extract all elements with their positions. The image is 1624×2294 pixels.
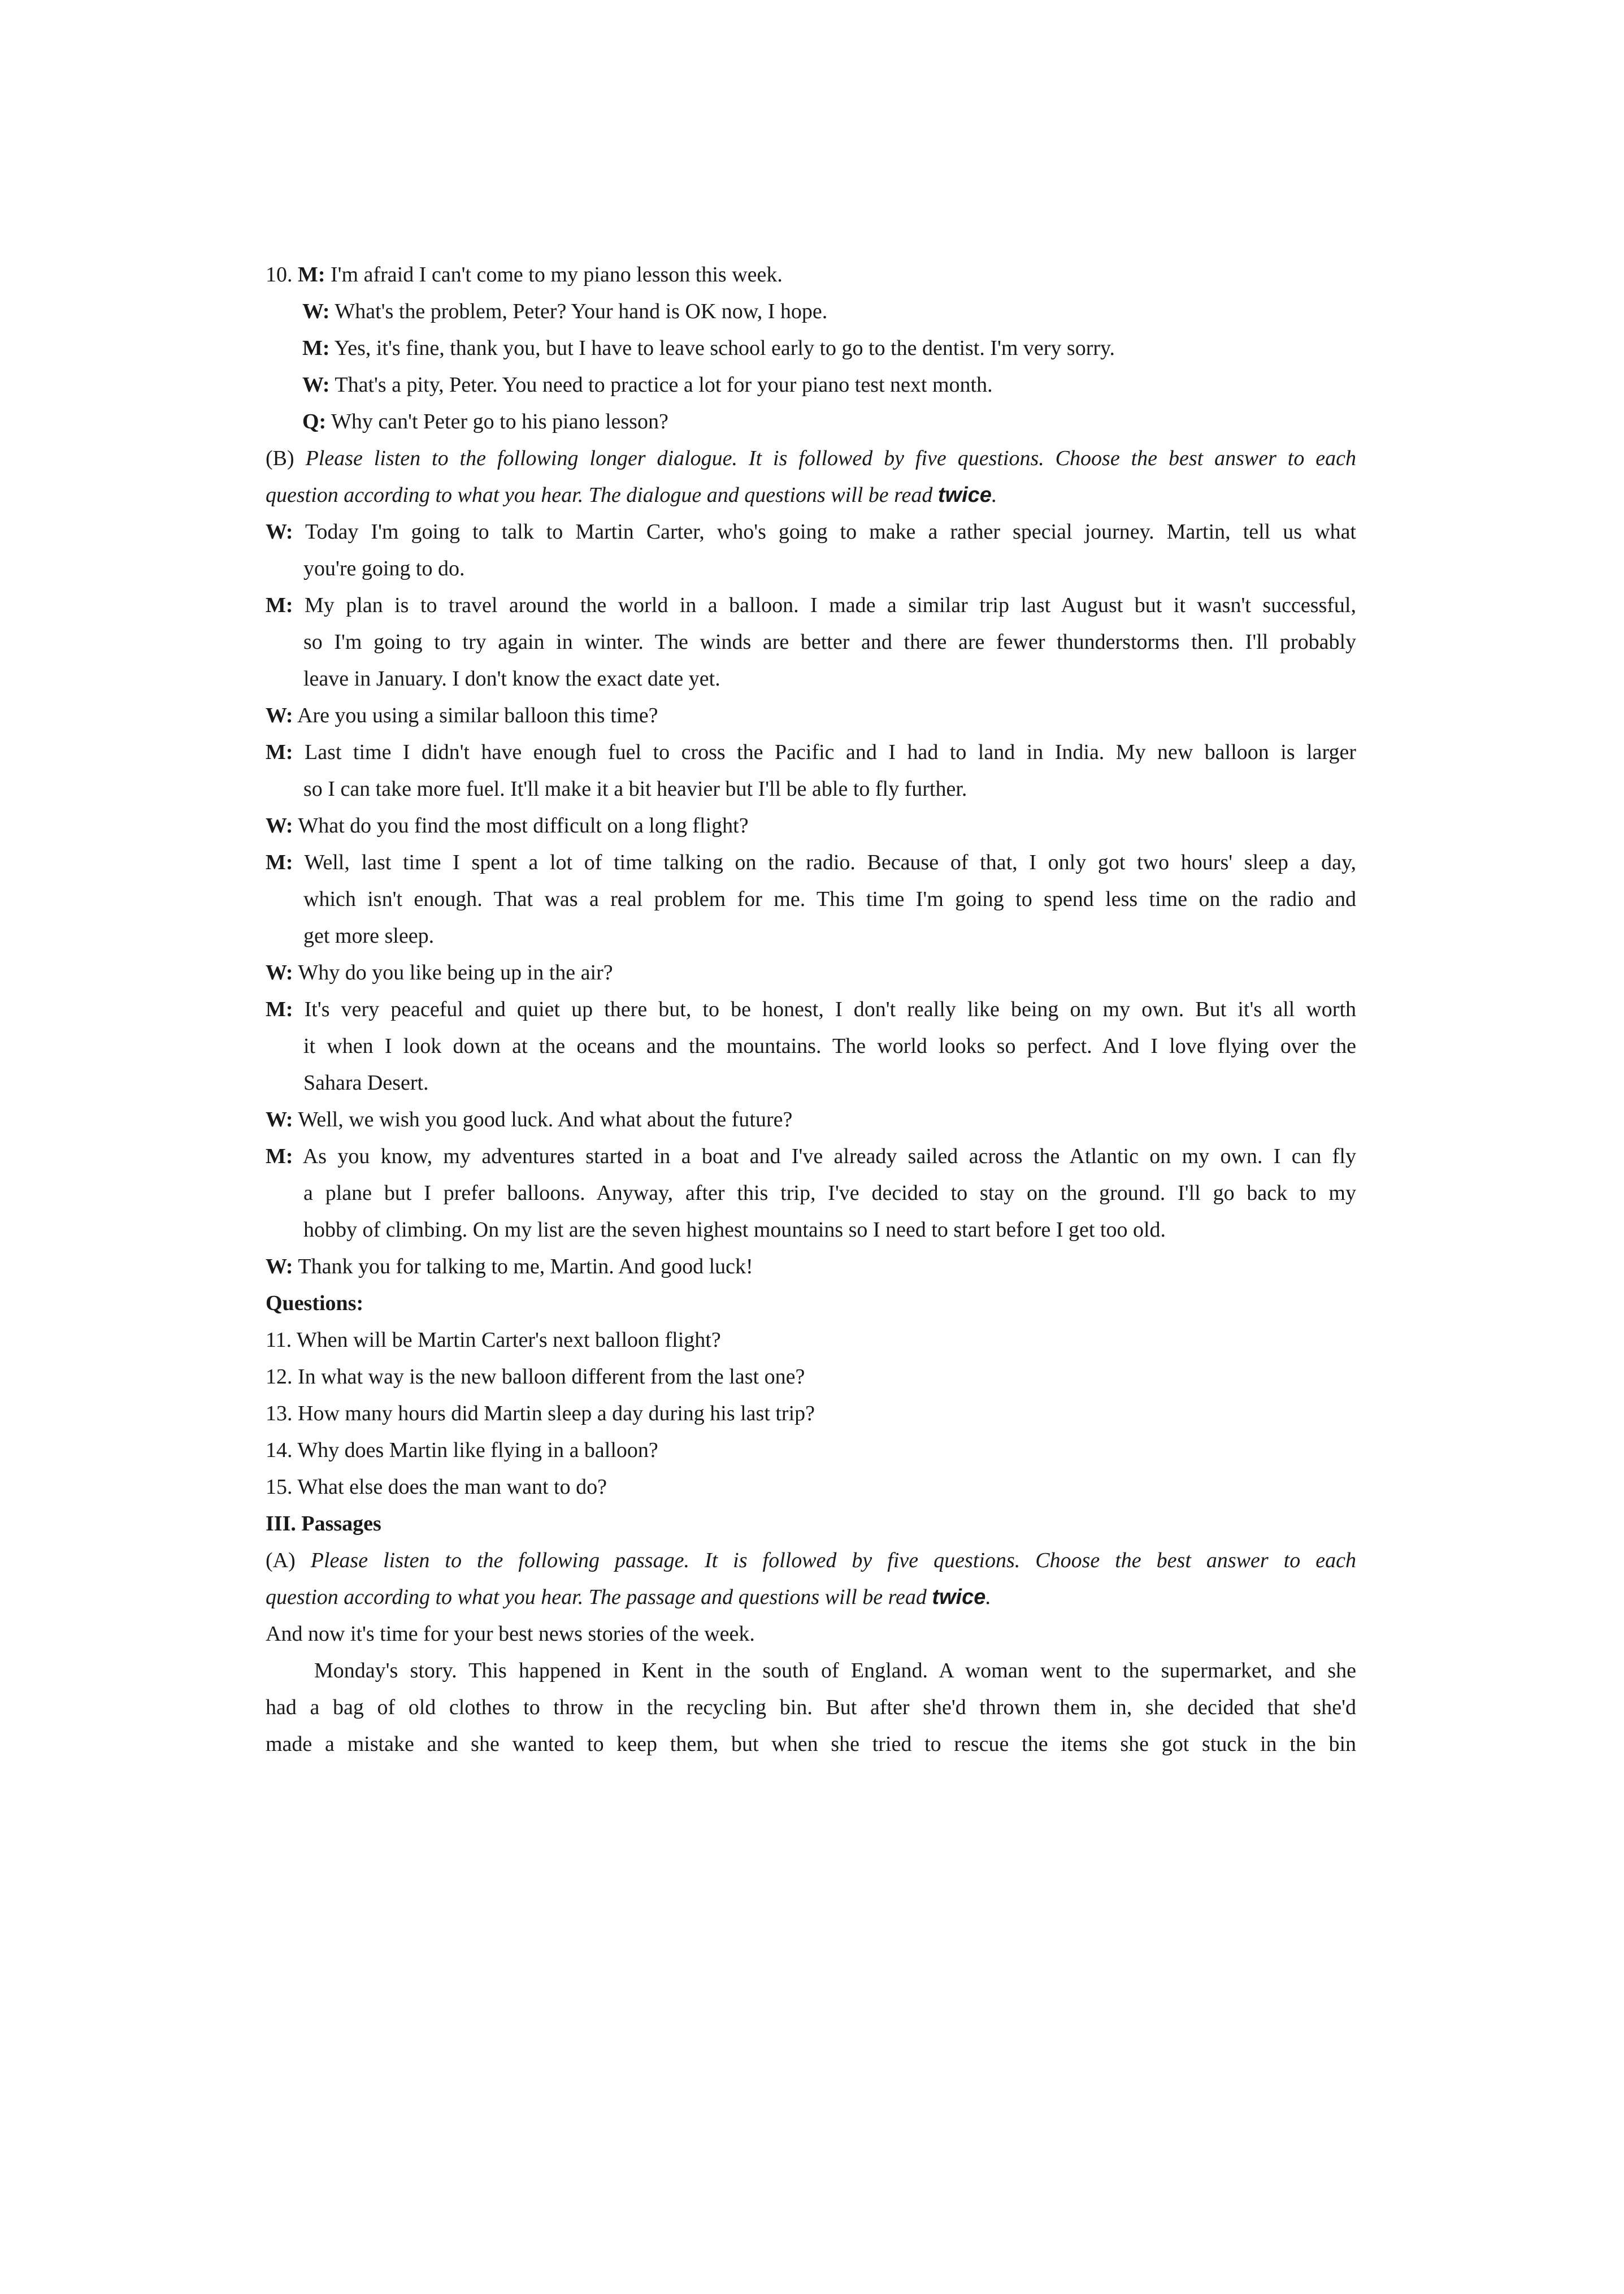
section-label: (B) (266, 446, 294, 470)
dialogue-line (266, 959, 1356, 986)
dialogue-line (266, 518, 1356, 545)
dialogue-line (303, 1033, 1356, 1060)
dialogue-line (266, 1143, 1356, 1170)
speaker-label: M: (266, 740, 293, 764)
dialogue-text: you're going to do. (303, 557, 465, 580)
section-b-instruction-line-1 (266, 445, 1356, 472)
dialogue-line (303, 1216, 1394, 1243)
dialogue-line (266, 1253, 1356, 1280)
speaker-label: W: (302, 300, 330, 323)
dialogue-text: My plan is to travel around the world in a balloon. I made a similar trip last August but it wasn't successful, (304, 593, 1356, 617)
instruction-period: . (991, 483, 997, 507)
dialogue-text: Today I'm going to talk to Martin Carter, who's going to make a rather special journey. Martin, tell us what (305, 520, 1356, 544)
passage-line: made a mistake and she wanted to keep them, but when she tried to rescue the items she got stuck in the bin (266, 1732, 1356, 1756)
instruction-emphasis: twice (932, 1585, 986, 1609)
question-item: 12. In what way is the new balloon different from the last one? (266, 1365, 805, 1389)
dialogue-line (303, 886, 1356, 913)
speaker-label: W: (266, 814, 293, 838)
section-b-instruction-line-2 (266, 482, 1356, 509)
question-item: 15. What else does the man want to do? (266, 1475, 607, 1499)
dialogue-text: Last time I didn't have enough fuel to cross the Pacific and I had to land in India. My new balloon is larger (305, 740, 1356, 764)
speaker-label: W: (266, 520, 293, 544)
speaker-label: W: (266, 961, 293, 985)
dialogue-line (303, 665, 1394, 692)
section-label: (A) (266, 1549, 296, 1572)
dialogue-line (266, 812, 1356, 839)
dialogue-line (266, 739, 1356, 766)
dialogue-text: leave in January. I don't know the exact date yet. (303, 667, 720, 691)
dialogue-text: get more sleep. (303, 924, 435, 948)
dialogue-line (303, 628, 1356, 656)
question-item: 13. How many hours did Martin sleep a day during his last trip? (266, 1402, 815, 1425)
dialogue-10-line-5 (302, 408, 1393, 435)
speaker-label: Q: (302, 410, 327, 433)
dialogue-line (266, 849, 1356, 876)
dialogue-text: so I'm going to try again in winter. The winds are better and there are fewer thunderstorms then. I'll probably (303, 630, 1356, 654)
dialogue-text: That's a pity, Peter. You need to practice a lot for your piano test next month. (335, 373, 993, 397)
dialogue-text: It's very peaceful and quiet up there but, to be honest, I don't really like being on my own. But it's all worth (304, 998, 1356, 1021)
dialogue-text: hobby of climbing. On my list are the seven highest mountains so I need to start before I get too old. (303, 1218, 1166, 1242)
dialogue-text: Yes, it's fine, thank you, but I have to leave school early to go to the dentist. I'm very sorry. (334, 336, 1115, 360)
instruction-period: . (985, 1585, 991, 1609)
dialogue-line (266, 996, 1356, 1023)
dialogue-text: Why can't Peter go to his piano lesson? (331, 410, 668, 433)
dialogue-10-line-4 (302, 371, 1393, 398)
passage-intro: And now it's time for your best news stories of the week. (266, 1622, 755, 1646)
speaker-label: W: (302, 373, 330, 397)
dialogue-line (266, 1106, 1356, 1133)
instruction-text: Please listen to the following longer dialogue. It is followed by five questions. Choose the best answer to each (305, 446, 1357, 470)
instruction-text: question according to what you hear. The dialogue and questions will be read (266, 483, 933, 507)
dialogue-text: Well, we wish you good luck. And what about the future? (298, 1108, 793, 1131)
dialogue-text: What do you find the most difficult on a long flight? (298, 814, 749, 838)
question-item: 14. Why does Martin like flying in a balloon? (266, 1438, 658, 1462)
speaker-label: M: (266, 593, 293, 617)
dialogue-text: a plane but I prefer balloons. Anyway, after this trip, I've decided to stay on the ground. I'll go back to my (303, 1181, 1356, 1205)
dialogue-text: Are you using a similar balloon this time? (297, 704, 658, 727)
questions-heading: Questions: (266, 1291, 364, 1315)
dialogue-text: which isn't enough. That was a real problem for me. This time I'm going to spend less time on the radio and (303, 887, 1356, 911)
dialogue-text: it when I look down at the oceans and the mountains. The world looks so perfect. And I love flying over the (303, 1034, 1356, 1058)
instruction-text: question according to what you hear. The passage and questions will be read (266, 1585, 927, 1609)
speaker-label: M: (266, 1144, 293, 1168)
dialogue-line (303, 922, 1394, 949)
dialogue-10-line-1 (266, 261, 1356, 288)
speaker-label: W: (266, 1255, 293, 1278)
instruction-emphasis: twice (937, 483, 992, 507)
dialogue-line (266, 702, 1356, 729)
dialogue-line (303, 555, 1394, 582)
speaker-label: M: (266, 998, 293, 1021)
speaker-label: M: (298, 263, 325, 287)
dialogue-text: I'm afraid I can't come to my piano lesson this week. (331, 263, 783, 287)
dialogue-10-line-2 (302, 298, 1393, 325)
dialogue-line (303, 775, 1394, 803)
dialogue-line (303, 1179, 1356, 1207)
dialogue-line (266, 592, 1356, 619)
speaker-label: W: (266, 704, 293, 727)
dialogue-text: so I can take more fuel. It'll make it a bit heavier but I'll be able to fly further. (303, 777, 967, 801)
speaker-label: M: (266, 851, 293, 874)
question-item: 11. When will be Martin Carter's next balloon flight? (266, 1328, 721, 1352)
question-number: 10. (266, 263, 293, 287)
dialogue-10-line-3 (302, 335, 1393, 362)
passage-line: had a bag of old clothes to throw in the recycling bin. But after she'd thrown them in, she decided that she'd (266, 1695, 1356, 1719)
dialogue-text: Sahara Desert. (303, 1071, 429, 1095)
dialogue-text: What's the problem, Peter? Your hand is OK now, I hope. (335, 300, 828, 323)
speaker-label: W: (266, 1108, 293, 1131)
speaker-label: M: (302, 336, 330, 360)
dialogue-text: Well, last time I spent a lot of time talking on the radio. Because of that, I only got two hours' sleep a day, (304, 851, 1356, 874)
passage-line: Monday's story. This happened in Kent in the south of England. A woman went to the supermarket, and she (314, 1659, 1356, 1682)
dialogue-text: As you know, my adventures started in a boat and I've already sailed across the Atlantic on my own. I can fly (302, 1144, 1356, 1168)
instruction-text: Please listen to the following passage. It is followed by five questions. Choose the best answer to each (310, 1549, 1357, 1572)
dialogue-text: Thank you for talking to me, Martin. And good luck! (298, 1255, 753, 1278)
section-a-instruction-line-1 (266, 1547, 1356, 1574)
dialogue-text: Why do you like being up in the air? (298, 961, 613, 985)
section-a-instruction-line-2 (266, 1584, 1356, 1611)
dialogue-line (303, 1069, 1394, 1096)
section-heading: III. Passages (266, 1512, 381, 1536)
